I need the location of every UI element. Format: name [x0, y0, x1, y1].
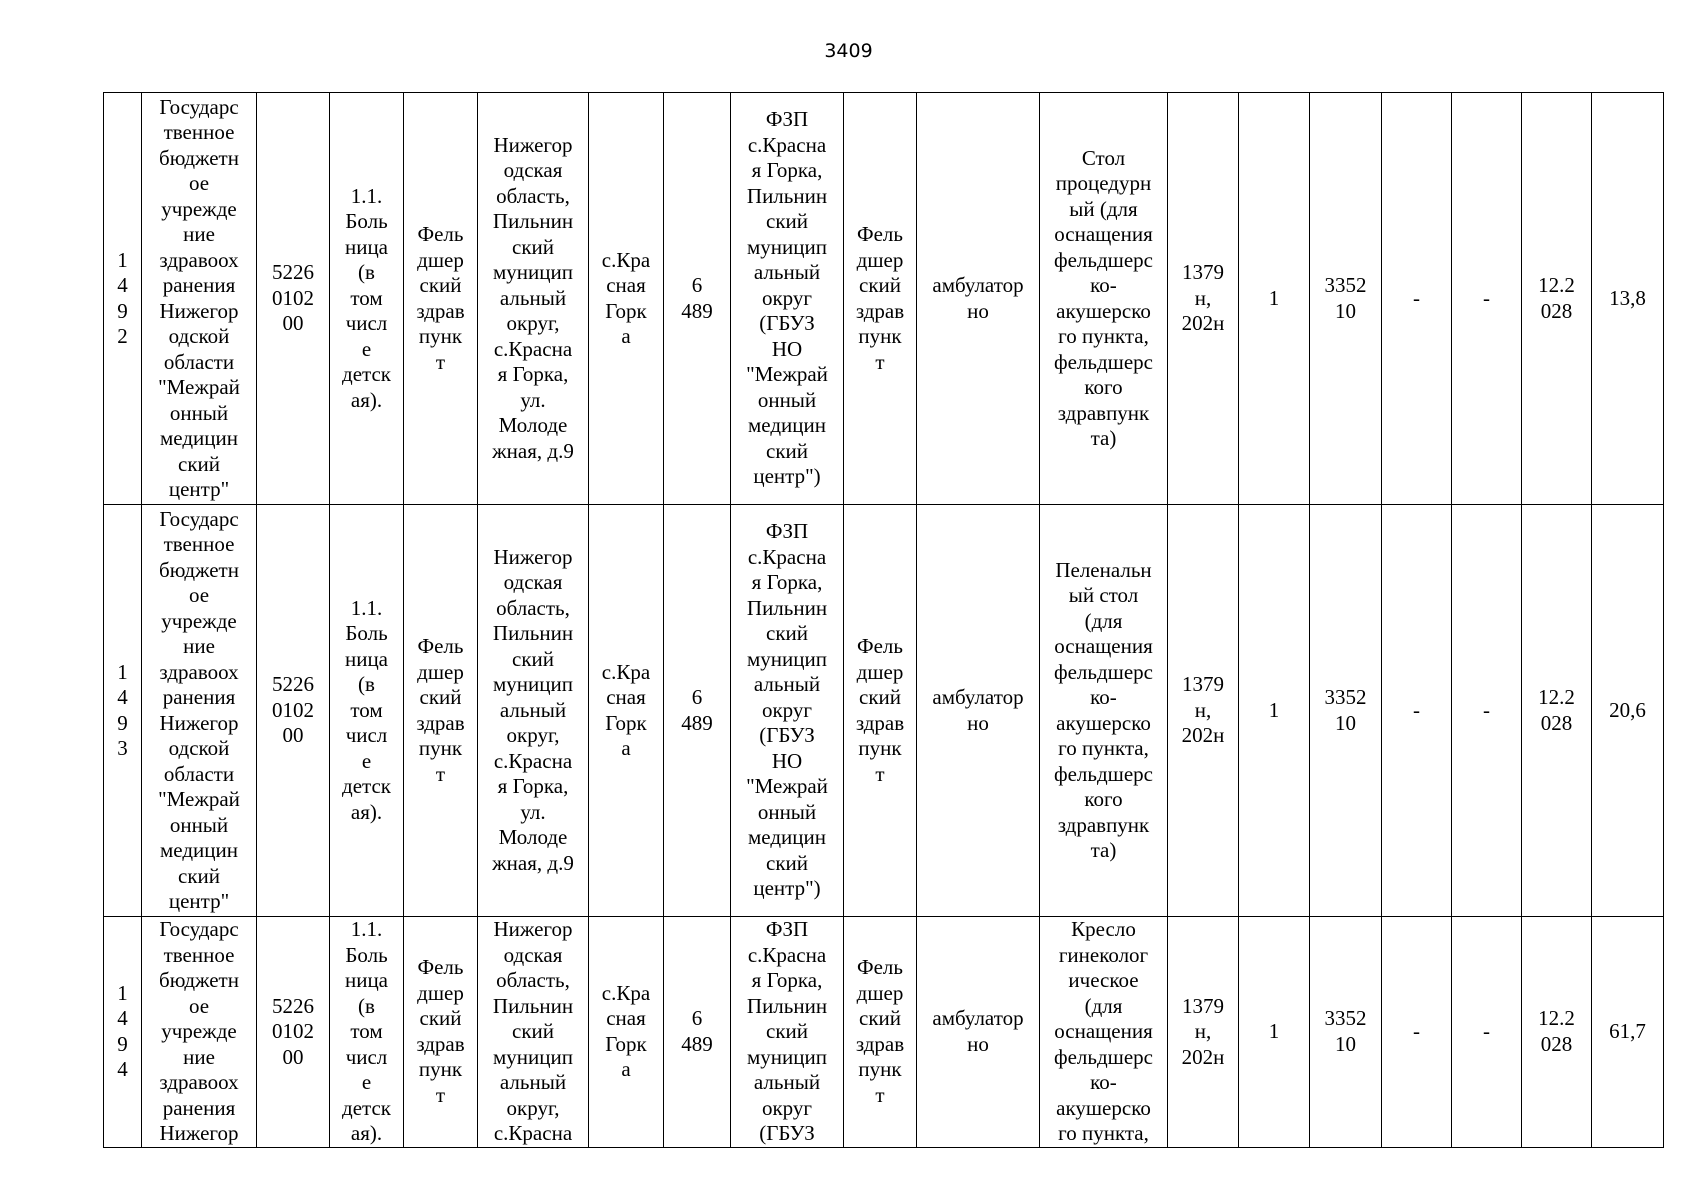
equipment-cell: Кресло гинеколог ическое (для оснащения фельдшерс ко- акушерско го пункта, [1040, 917, 1168, 1148]
organization-cell: Государс твенное бюджетн ое учрежде ние здравоох ранения Нижегор [142, 917, 257, 1148]
address-cell: Нижегор одская область, Пильнин ский муницип альный округ, с.Красна я Горка, ул. Молоде жная, д.9 [478, 93, 589, 505]
division-cell: Фель дшер ский здрав пунк т [844, 505, 917, 917]
organization-cell: Государс твенное бюджетн ое учрежде ние здравоох ранения Нижегор одской области "Межрай онный медицин ский центр" [142, 93, 257, 505]
okpd-cell: 3352 10 [1310, 917, 1382, 1148]
order-cell: 1379 н, 202н [1168, 93, 1239, 505]
dash-cell: - [1452, 93, 1522, 505]
order-cell: 1379 н, 202н [1168, 917, 1239, 1148]
unit-cell: Фель дшер ский здрав пунк т [404, 505, 478, 917]
page-number: 3409 [824, 40, 873, 62]
unit-cell: Фель дшер ский здрав пунк т [404, 93, 478, 505]
institution-type-cell: 1.1. Боль ница (в том числ е детск ая). [330, 917, 404, 1148]
population-cell: 6 489 [664, 505, 731, 917]
price-cell: 13,8 [1592, 93, 1664, 505]
year-cell: 12.2 028 [1522, 917, 1592, 1148]
okpd-cell: 3352 10 [1310, 93, 1382, 505]
facility-cell: ФЗП с.Красна я Горка, Пильнин ский муницип альный округ (ГБУЗ [731, 917, 844, 1148]
year-cell: 12.2 028 [1522, 93, 1592, 505]
division-cell: Фель дшер ский здрав пунк т [844, 917, 917, 1148]
okpd-cell: 3352 10 [1310, 505, 1382, 917]
equipment-cell: Стол процедурн ый (для оснащения фельдшерс ко- акушерско го пункта, фельдшерс кого здравпунк та) [1040, 93, 1168, 505]
unit-cell: Фель дшер ский здрав пунк т [404, 917, 478, 1148]
institution-type-cell: 1.1. Боль ница (в том числ е детск ая). [330, 505, 404, 917]
year-cell: 12.2 028 [1522, 505, 1592, 917]
division-cell: Фель дшер ский здрав пунк т [844, 93, 917, 505]
address-cell: Нижегор одская область, Пильнин ский муницип альный округ, с.Красна я Горка, ул. Молоде жная, д.9 [478, 505, 589, 917]
dash-cell: - [1452, 917, 1522, 1148]
care-form-cell: амбулатор но [917, 93, 1040, 505]
quantity-cell: 1 [1239, 505, 1310, 917]
code-cell: 5226 0102 00 [257, 505, 330, 917]
organization-cell: Государс твенное бюджетн ое учрежде ние здравоох ранения Нижегор одской области "Межрай онный медицин ский центр" [142, 505, 257, 917]
dash-cell: - [1382, 93, 1452, 505]
settlement-cell: с.Кра сная Горк а [589, 93, 664, 505]
facility-cell: ФЗП с.Красна я Горка, Пильнин ский муницип альный округ (ГБУЗ НО "Межрай онный медицин ский центр") [731, 93, 844, 505]
code-cell: 5226 0102 00 [257, 93, 330, 505]
address-cell: Нижегор одская область, Пильнин ский муницип альный округ, с.Красна [478, 917, 589, 1148]
equipment-cell: Пеленальн ый стол (для оснащения фельдшерс ко- акушерско го пункта, фельдшерс кого здравпунк та) [1040, 505, 1168, 917]
care-form-cell: амбулатор но [917, 505, 1040, 917]
institution-type-cell: 1.1. Боль ница (в том числ е детск ая). [330, 93, 404, 505]
quantity-cell: 1 [1239, 93, 1310, 505]
population-cell: 6 489 [664, 917, 731, 1148]
dash-cell: - [1452, 505, 1522, 917]
facility-cell: ФЗП с.Красна я Горка, Пильнин ский муницип альный округ (ГБУЗ НО "Межрай онный медицин ский центр") [731, 505, 844, 917]
code-cell: 5226 0102 00 [257, 917, 330, 1148]
price-cell: 61,7 [1592, 917, 1664, 1148]
dash-cell: - [1382, 505, 1452, 917]
row-number-cell: 1 4 9 3 [104, 505, 142, 917]
order-cell: 1379 н, 202н [1168, 505, 1239, 917]
dash-cell: - [1382, 917, 1452, 1148]
price-cell: 20,6 [1592, 505, 1664, 917]
table-row [104, 93, 1664, 505]
registry-table [103, 92, 1664, 1148]
settlement-cell: с.Кра сная Горк а [589, 917, 664, 1148]
table-row [104, 505, 1664, 917]
care-form-cell: амбулатор но [917, 917, 1040, 1148]
population-cell: 6 489 [664, 93, 731, 505]
row-number-cell: 1 4 9 4 [104, 917, 142, 1148]
quantity-cell: 1 [1239, 917, 1310, 1148]
settlement-cell: с.Кра сная Горк а [589, 505, 664, 917]
table-row [104, 917, 1664, 1148]
row-number-cell: 1 4 9 2 [104, 93, 142, 505]
